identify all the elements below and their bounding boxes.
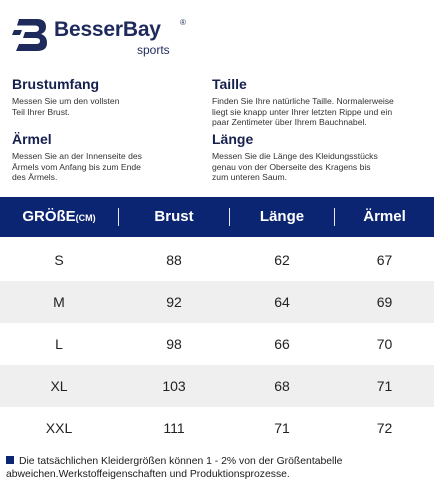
brand-subtitle: sports [137, 43, 170, 57]
registered-mark: ® [180, 18, 186, 27]
header-size-label: GRÖßE [22, 208, 76, 225]
header-chest: Brust [154, 208, 194, 225]
cell-length: 71 [274, 420, 290, 436]
header-size-unit: (CM) [75, 213, 96, 223]
measure-chest-title: Brustumfang [12, 76, 100, 92]
measure-length [212, 131, 432, 183]
measure-length-text: Messen Sie die Länge des Kleidungsstücks genau von der Oberseite des Kragens bis zum unteren Saum. [212, 151, 378, 183]
cell-chest: 98 [166, 336, 182, 352]
cell-sleeve: 72 [376, 420, 393, 436]
cell-chest: 111 [163, 420, 185, 436]
header-sleeve: Ärmel [363, 208, 406, 225]
table-row [0, 323, 434, 365]
measure-sleeve-text: Messen Sie an der Innenseite des Ärmels vom Anfang bis zum Ende des Ärmels. [12, 151, 142, 183]
table-row [0, 239, 434, 281]
brand-name: BesserBay [54, 18, 161, 41]
cell-sleeve: 70 [376, 336, 393, 352]
measure-waist [212, 76, 432, 128]
cell-chest: 88 [166, 252, 182, 268]
measure-chest [12, 76, 222, 117]
cell-sleeve: 71 [376, 378, 393, 394]
table-row [0, 365, 434, 407]
size-note [6, 455, 430, 481]
besserbay-logo-icon [12, 16, 50, 54]
measure-waist-text: Finden Sie Ihre natürliche Taille. Normalerweise liegt sie knapp unter Ihrer letzten Rippe und ein paar Zentimeter über Ihrem Bauchnabel. [212, 96, 394, 128]
header-size [0, 197, 118, 237]
table-row [0, 281, 434, 323]
cell-length: 62 [274, 252, 290, 268]
measure-chest-text: Messen Sie um den vollsten Teil Ihrer Brust. [12, 96, 120, 117]
header-length: Länge [259, 208, 305, 225]
cell-length: 68 [274, 378, 290, 394]
cell-size: XXL [45, 420, 73, 436]
size-table-header [0, 197, 434, 237]
cell-length: 64 [274, 294, 290, 310]
size-note-text: Die tatsächlichen Kleidergrößen können 1 - 2% von der Größentabelle abweichen.Werkstoffeigenschaften und Produktionsprozesse. [6, 456, 343, 480]
measure-length-title: Länge [212, 131, 254, 147]
cell-chest: 92 [166, 294, 182, 310]
cell-size: M [53, 294, 65, 310]
cell-sleeve: 67 [376, 252, 393, 268]
measure-sleeve-title: Ärmel [12, 131, 52, 147]
cell-size: XL [50, 378, 68, 394]
measure-waist-title: Taille [212, 76, 247, 92]
cell-size: S [54, 252, 64, 268]
cell-size: L [55, 336, 63, 352]
cell-sleeve: 69 [376, 294, 393, 310]
bullet-square-icon [6, 456, 14, 464]
cell-chest: 103 [162, 378, 186, 394]
table-row [0, 407, 434, 449]
brand-logo [12, 16, 212, 56]
measure-sleeve [12, 131, 222, 183]
cell-length: 66 [274, 336, 290, 352]
